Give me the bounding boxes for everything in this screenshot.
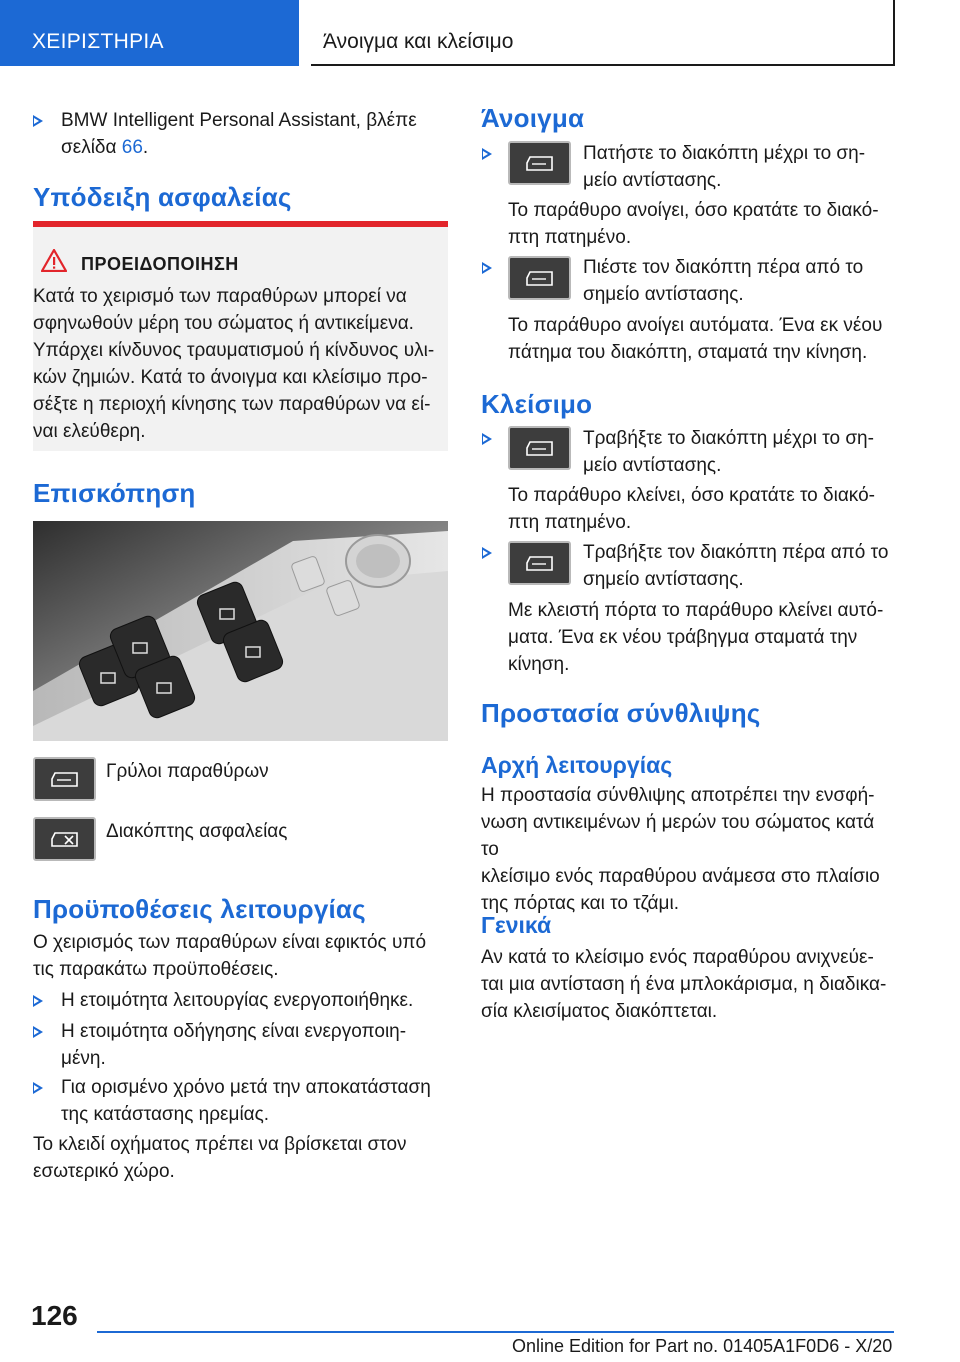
window-switch-icon — [508, 256, 571, 300]
prereq-bullet-1: Η ετοιμότητα λειτουργίας ενεργοποιήθηκε. — [33, 987, 448, 1014]
window-switch-icon — [508, 541, 571, 585]
open-heading: Άνοιγμα — [481, 103, 585, 133]
prereq-bullet-2: Η ετοιμότητα οδήγησης είναι ενεργοποιη- μένη. — [33, 1018, 448, 1072]
prereq-outro: Το κλειδί οχήματος πρέπει να βρίσκεται στον εσωτερικό χώρο. — [33, 1134, 407, 1182]
bullet-triangle-icon — [33, 1082, 43, 1094]
warning-text: Κατά το χειρισμό των παραθύρων μπορεί να σφηνωθούν μέρη του σώματος ή αντικείμενα. Υπάρχει κίνδυνος τραυματισμού ή κίνδυνος υλι- κών ζημιών. Κατά το άνοιγμα και κλείσιμο προ- σέξτε η περιοχή κίνησης των παραθύρων να εί- ναι ελεύθερη. — [33, 286, 435, 442]
safety-heading: Υπόδειξη ασφαλείας — [33, 182, 292, 212]
warning-triangle-icon — [41, 249, 67, 272]
chapter-tab — [311, 0, 895, 66]
section-tab — [0, 0, 299, 66]
close-heading: Κλείσιμο — [481, 389, 593, 419]
prereq-bullet-3: Για ορισμένο χρόνο μετά την αποκατάσταση της κατάστασης ηρεμίας. — [33, 1074, 448, 1128]
bullet-triangle-icon — [482, 547, 492, 559]
prereq-heading: Προϋποθέσεις λειτουργίας — [33, 894, 366, 924]
general-text: Αν κατά το κλείσιμο ενός παραθύρου ανιχνεύε- ται μια αντίσταση ή ένα μπλοκάρισμα, η διαδικα- σία κλεισίματος διακόπτεται. — [481, 947, 887, 1022]
bullet-triangle-icon — [482, 148, 492, 160]
principle-heading: Αρχή λειτουργίας — [481, 752, 673, 778]
bullet-triangle-icon — [33, 1026, 43, 1038]
section-title: ΧΕΙΡΙΣΤΗΡΙΑ — [32, 30, 164, 53]
bullet-triangle-icon — [482, 262, 492, 274]
warning-title: ΠΡΟΕΙΔΟΠΟΙΗΣΗ — [81, 254, 239, 274]
window-switch-icon — [508, 141, 571, 185]
window-switch-icon — [508, 426, 571, 470]
page-link[interactable]: 66 — [121, 137, 143, 158]
window-switches-photo — [33, 521, 448, 741]
bullet-triangle-icon — [33, 115, 43, 127]
page-number: 126 — [31, 1300, 78, 1331]
overview-heading: Επισκόπηση — [33, 478, 196, 508]
edition-text: Online Edition for Part no. 01405A1F0D6 - X/20 — [512, 1336, 893, 1356]
legend-safety-switch: Διακόπτης ασφαλείας — [106, 821, 288, 842]
chapter-title: Άνοιγμα και κλείσιμο — [323, 30, 514, 53]
general-heading: Γενικά — [481, 912, 552, 938]
principle-text: Η προστασία σύνθλιψης αποτρέπει την ενσφή- νωση αντικειμένων ή μερών του σώματος κατά το κλείσιμο ενός παραθύρου ανάμεσα στο πλαίσιο της πόρτας και το τζάμι. — [481, 785, 880, 914]
window-switch-icon — [33, 757, 96, 801]
footer-divider — [97, 1331, 894, 1333]
pinch-heading: Προστασία σύνθλιψης — [481, 698, 761, 728]
bullet-triangle-icon — [482, 433, 492, 445]
bullet-assistant: BMW Intelligent Personal Assistant, βλέπε σελίδα 66. — [33, 107, 448, 161]
warning-box — [33, 221, 448, 451]
bullet-triangle-icon — [33, 995, 43, 1007]
legend-window-switches: Γρύλοι παραθύρων — [106, 761, 269, 782]
safety-switch-icon — [33, 817, 96, 861]
prereq-intro: Ο χειρισμός των παραθύρων είναι εφικτός υπό τις παρακάτω προϋποθέσεις. — [33, 932, 427, 980]
